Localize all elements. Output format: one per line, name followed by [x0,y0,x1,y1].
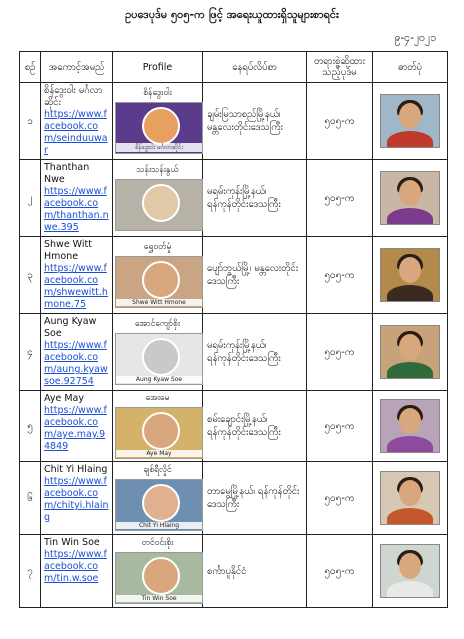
profile-name: ရွှေဝတ်မှုံ [143,242,172,252]
person-photo [380,399,440,453]
photo-face [399,257,421,283]
row-number: ၆ [20,462,41,535]
charge-cell: ၅၀၅-က [307,535,373,608]
table-row [20,462,448,535]
facebook-link[interactable]: https://www.facebook.com/aye.may.94849 [44,405,107,452]
profile-avatar [142,107,180,145]
account-cell [41,314,113,391]
photo-body [387,285,433,302]
table-row [20,535,448,608]
account-cell [41,535,113,608]
charge-cell: ၅၀၅-က [307,462,373,535]
profile-name: တင်ဝင်းစိုး [141,538,174,548]
profile-cell [113,391,203,462]
photo-body [387,131,433,148]
person-photo [380,171,440,225]
profile-cell [113,83,203,160]
account-name: စိန်ဒွေးဝါး မင်္ဂလာဆိုင်း [44,85,103,108]
profile-label: Aung Kyaw Soe [116,376,202,383]
photo-face [399,180,421,206]
account-cell [41,462,113,535]
person-photo [380,471,440,525]
profile-label: Shwe Witt Hmone [116,299,202,306]
profile-screenshot [115,102,203,154]
header-charge-line2: သည့်ပုဒ်မ [322,67,357,78]
profile-screenshot [115,333,203,385]
table-row [20,160,448,237]
person-photo [380,325,440,379]
header-address: နေရပ်လိပ်စာ [203,52,307,83]
header-photo: ဓာတ်ပုံ [373,52,448,83]
facebook-link[interactable]: https://www.facebook.com/shwewitt.hmone.75 [44,263,108,310]
profile-name: သန်းသန်းနွယ် [136,165,179,175]
profile-screenshot [115,256,203,308]
account-name: Shwe Witt Hmone [44,239,92,262]
profile-cell [113,237,203,314]
charge-cell: ၅၀၅-က [307,83,373,160]
photo-cell [373,314,448,391]
photo-body [387,208,433,225]
profile-screenshot [115,179,203,231]
charge-cell: ၅၀၅-က [307,391,373,462]
photo-cell [373,83,448,160]
photo-face [399,480,421,506]
facebook-link[interactable]: https://www.facebook.com/aung.kyawsoe.92754 [44,340,108,387]
account-cell [41,160,113,237]
records-table [19,51,448,608]
profile-avatar [142,338,180,376]
header-charge [307,52,373,83]
charge-cell: ၅၀၅-က [307,160,373,237]
photo-face [399,334,421,360]
photo-body [387,436,433,453]
address-cell: တာမွေမြို့နယ်၊ ရန်ကုန်တိုင်းဒေသကြီး [203,462,307,535]
account-cell [41,83,113,160]
address-cell: စမ်းချောင်းမြို့နယ်၊ ရန်ကုန်တိုင်းဒေသကြီး [203,391,307,462]
facebook-link[interactable]: https://www.facebook.com/seinduuwar [44,109,108,156]
address-cell: ပျော်ဘွယ်မြို့၊ မန္တလေးတိုင်းဒေသကြီး [203,237,307,314]
profile-name: ချစ်ရီလှိုင် [143,465,172,475]
profile-screenshot [115,407,203,459]
account-name: Aye May [44,393,84,404]
header-account: အကောင့်အမည် [41,52,113,83]
profile-label: Chit Yi Hlaing [116,522,202,529]
account-cell [41,391,113,462]
facebook-link[interactable]: https://www.facebook.com/tin.w.soe [44,549,107,584]
table-row [20,314,448,391]
person-photo [380,248,440,302]
photo-face [399,103,421,129]
profile-avatar [142,557,180,595]
row-number: ၅ [20,391,41,462]
profile-screenshot [115,479,203,531]
photo-cell [373,462,448,535]
table-row [20,83,448,160]
profile-name: အေးမေ [145,393,170,403]
profile-label: Aye May [116,450,202,457]
header-no: စဉ် [20,52,41,83]
profile-cell [113,160,203,237]
header-profile: Profile [113,52,203,83]
profile-screenshot [115,552,203,604]
account-cell [41,237,113,314]
address-cell: မရမ်းကုန်းမြို့နယ်၊ ရန်ကုန်တိုင်းဒေသကြီး [203,314,307,391]
profile-cell [113,314,203,391]
photo-cell [373,391,448,462]
row-number: ၂ [20,160,41,237]
account-name: Chit Yi Hlaing [44,464,108,475]
row-number: ၃ [20,237,41,314]
header-charge-line1: တရားစွဲဆိုထား [313,56,366,67]
row-number: ၁ [20,83,41,160]
address-cell: ချမ်းမြသာစည်မြို့နယ်၊ မန္တလေးတိုင်းဒေသကြီး [203,83,307,160]
profile-avatar [142,184,180,222]
photo-face [399,408,421,434]
profile-cell [113,462,203,535]
photo-cell [373,237,448,314]
person-photo [380,94,440,148]
table-row [20,237,448,314]
profile-name: စိန်ဒွေးဝါး [143,88,172,98]
photo-cell [373,535,448,608]
photo-body [387,581,433,598]
row-number: ၇ [20,535,41,608]
account-name: Thanthan Nwe [44,162,90,185]
document-title: ဥပဒေပုဒ်မ ၅၀၅-က ဖြင့် အရေးယူထားရှိသူများစာရင်း [125,8,339,21]
account-name: Aung Kyaw Soe [44,316,97,339]
charge-cell: ၅၀၅-က [307,314,373,391]
profile-cell [113,535,203,608]
charge-cell: ၅၀၅-က [307,237,373,314]
photo-body [387,362,433,379]
profile-label: Tin Win Soe [116,595,202,602]
facebook-link[interactable]: https://www.facebook.com/thanthan.nwe.395 [44,186,109,233]
table-row [20,391,448,462]
table-header-row [20,52,448,83]
document-date: ၉-၄-၂၀၂၁ [394,32,436,44]
photo-face [399,553,421,579]
profile-avatar [142,484,180,522]
profile-avatar [142,412,180,450]
facebook-link[interactable]: https://www.facebook.com/chityi.hlaing [44,476,109,523]
photo-body [387,508,433,525]
profile-label: စိန်ဒွေးဝါး မင်္ဂလာဆိုင်း [116,143,202,152]
profile-avatar [142,261,180,299]
address-cell: စင်္ကာပူနိုင်ငံ [203,535,307,608]
account-name: Tin Win Soe [44,537,100,548]
profile-name: အောင်ကျော်စိုး [134,319,180,329]
photo-cell [373,160,448,237]
person-photo [380,544,440,598]
row-number: ၄ [20,314,41,391]
address-cell: မရမ်းကုန်းမြို့နယ်၊ ရန်ကုန်တိုင်းဒေသကြီး [203,160,307,237]
